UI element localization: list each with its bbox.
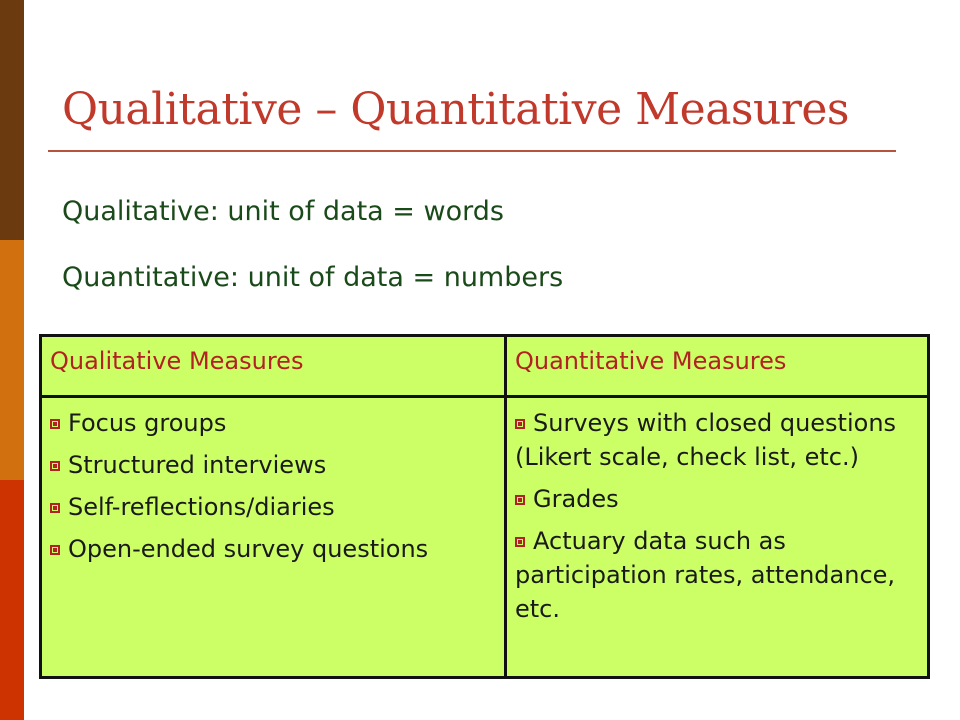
list-item bbox=[50, 490, 496, 524]
square-bullet-icon bbox=[50, 419, 60, 429]
square-bullet-icon bbox=[50, 461, 60, 471]
item-text: Grades bbox=[533, 485, 619, 513]
square-bullet-icon bbox=[515, 419, 525, 429]
square-bullet-icon bbox=[515, 537, 525, 547]
list-item bbox=[515, 482, 919, 516]
quantitative-cell bbox=[506, 397, 929, 678]
sidebar-segment-bottom bbox=[0, 480, 24, 720]
square-bullet-icon bbox=[50, 503, 60, 513]
item-text: Actuary data such as participation rates, attendance, etc. bbox=[515, 527, 896, 623]
square-bullet-icon bbox=[515, 495, 525, 505]
title-divider bbox=[48, 150, 896, 152]
item-text: Surveys with closed questions (Likert scale, check list, etc.) bbox=[515, 409, 897, 471]
qualitative-list bbox=[50, 406, 496, 566]
item-text: Open-ended survey questions bbox=[68, 535, 429, 563]
list-item bbox=[50, 406, 496, 440]
qualitative-header: Qualitative Measures bbox=[41, 336, 506, 397]
slide-title: Qualitative – Quantitative Measures bbox=[62, 84, 850, 135]
list-item bbox=[515, 524, 919, 626]
table-body-row bbox=[41, 397, 929, 678]
measures-table bbox=[39, 334, 930, 679]
item-text: Self-reflections/diaries bbox=[68, 493, 335, 521]
table-header-row bbox=[41, 336, 929, 397]
list-item bbox=[50, 532, 496, 566]
list-item bbox=[515, 406, 919, 474]
quantitative-definition: Quantitative: unit of data = numbers bbox=[62, 262, 564, 293]
qualitative-definition: Qualitative: unit of data = words bbox=[62, 196, 504, 227]
sidebar-accent-bar bbox=[0, 0, 24, 720]
quantitative-header: Quantitative Measures bbox=[506, 336, 929, 397]
item-text: Focus groups bbox=[68, 409, 227, 437]
item-text: Structured interviews bbox=[68, 451, 327, 479]
sidebar-segment-top bbox=[0, 0, 24, 240]
qualitative-cell bbox=[41, 397, 506, 678]
sidebar-segment-middle bbox=[0, 240, 24, 480]
square-bullet-icon bbox=[50, 545, 60, 555]
quantitative-list bbox=[515, 406, 919, 626]
list-item bbox=[50, 448, 496, 482]
